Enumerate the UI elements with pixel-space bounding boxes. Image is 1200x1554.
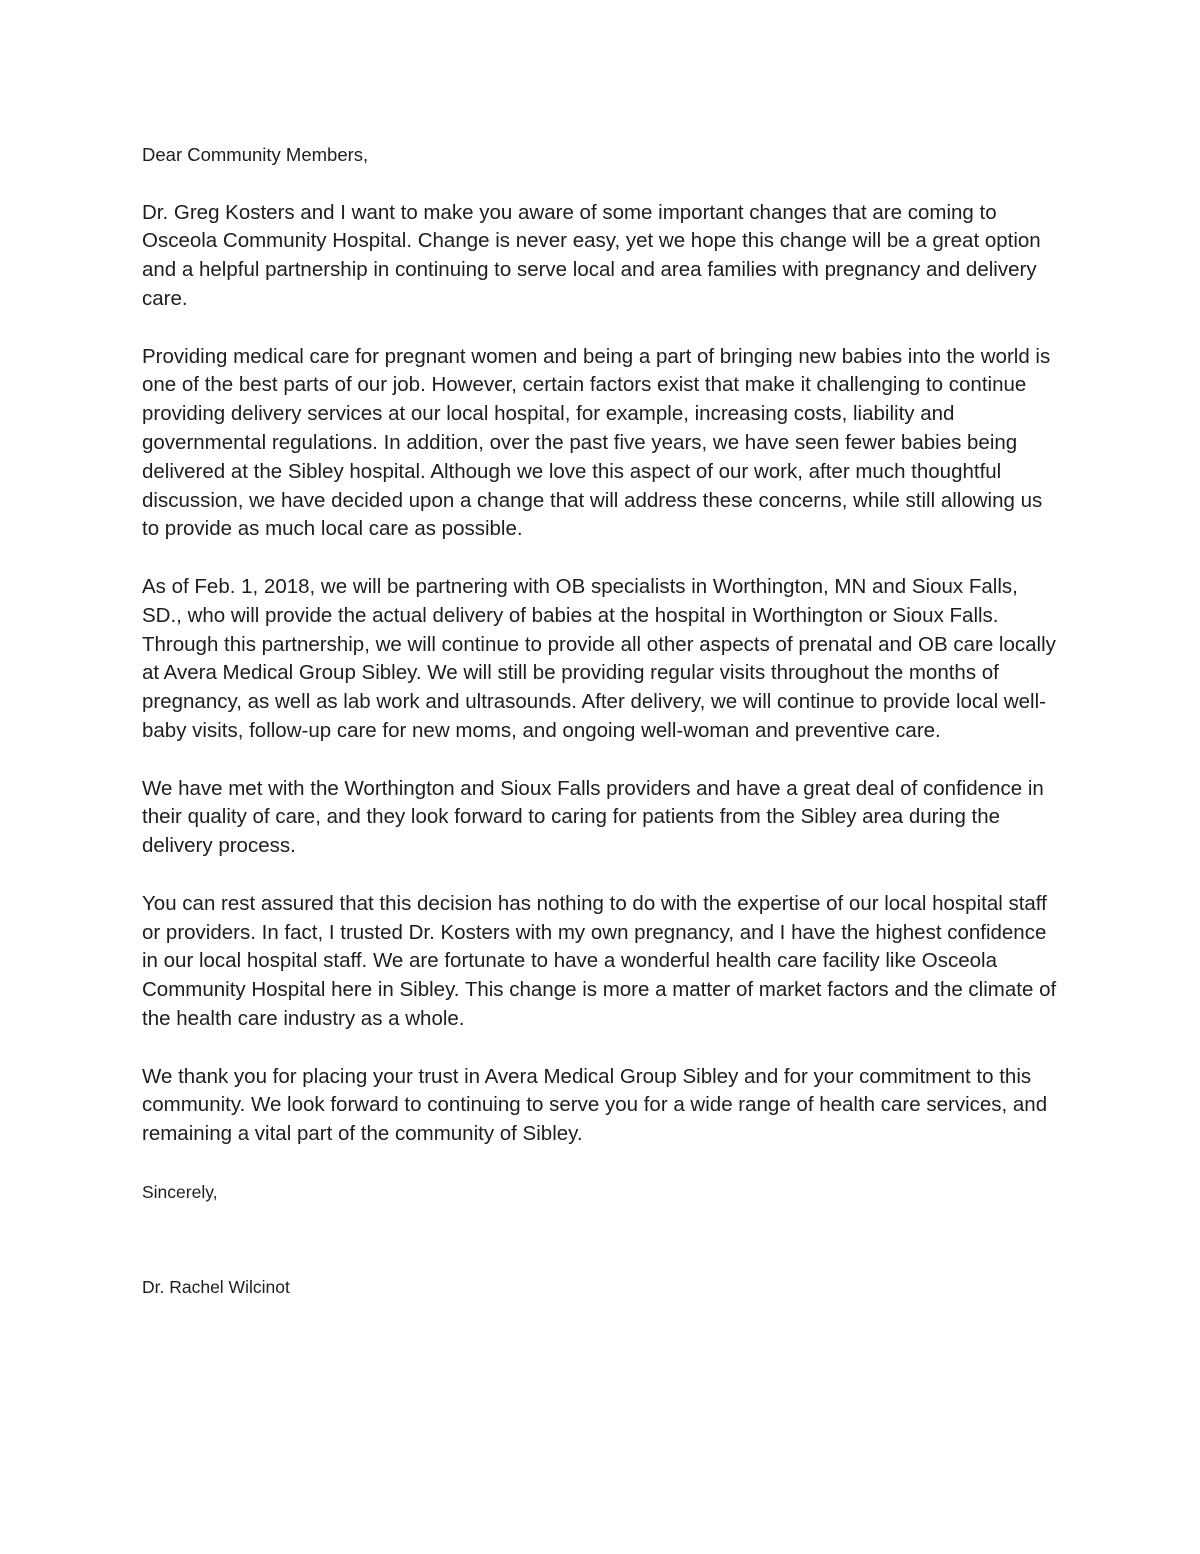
paragraph-providers: We have met with the Worthington and Sioux Falls providers and have a great deal of confidence in their quality of care, and they look forward to caring for patients from the Sibley area during the delivery process.: [142, 776, 1044, 858]
paragraph-intro: Dr. Greg Kosters and I want to make you aware of some important changes that are coming to Osceola Community Hospital. Change is never easy, yet we hope this change will be a great option and a helpful partnership in continuing to serve local and area families with pregnancy and delivery care.: [142, 200, 1041, 310]
paragraph-partnership: As of Feb. 1, 2018, we will be partnering with OB specialists in Worthington, MN and Sioux Falls, SD., who will provide the actual delivery of babies at the hospital in Worthington or Sioux Falls. Through this partnership, we will continue to provide all other aspects of prenatal and OB care locally at Avera Medical Group Sibley. We will still be providing regular visits throughout the months of pregnancy, as well as lab work and ultrasounds. After delivery, we will continue to provide local well-baby visits, follow-up care for new moms, and ongoing well-woman and preventive care.: [142, 574, 1056, 742]
letter-body: [142, 141, 1062, 1302]
closing: Sincerely,: [142, 1181, 218, 1202]
paragraph-assurance: You can rest assured that this decision has nothing to do with the expertise of our local hospital staff or providers. In fact, I trusted Dr. Kosters with my own pregnancy, and I have the highest confidence in our local hospital staff. We are fortunate to have a wonderful health care facility like Osceola Community Hospital here in Sibley. This change is more a matter of market factors and the climate of the health care industry as a whole.: [142, 891, 1057, 1030]
signer-name: Dr. Rachel Wilcinot: [142, 1277, 290, 1298]
paragraph-thanks: We thank you for placing your trust in Avera Medical Group Sibley and for your commitment to this community. We look forward to continuing to serve you for a wide range of health care services, and remaining a vital part of the community of Sibley.: [142, 1064, 1048, 1146]
paragraph-reasons: Providing medical care for pregnant women and being a part of bringing new babies into the world is one of the best parts of our job. However, certain factors exist that make it challenging to continue providing delivery services at our local hospital, for example, increasing costs, liability and governmental regulations. In addition, over the past five years, we have seen fewer babies being delivered at the Sibley hospital. Although we love this aspect of our work, after much thoughtful discussion, we have decided upon a change that will address these concerns, while still allowing us to provide as much local care as possible.: [142, 344, 1051, 541]
salutation: Dear Community Members,: [142, 144, 369, 165]
